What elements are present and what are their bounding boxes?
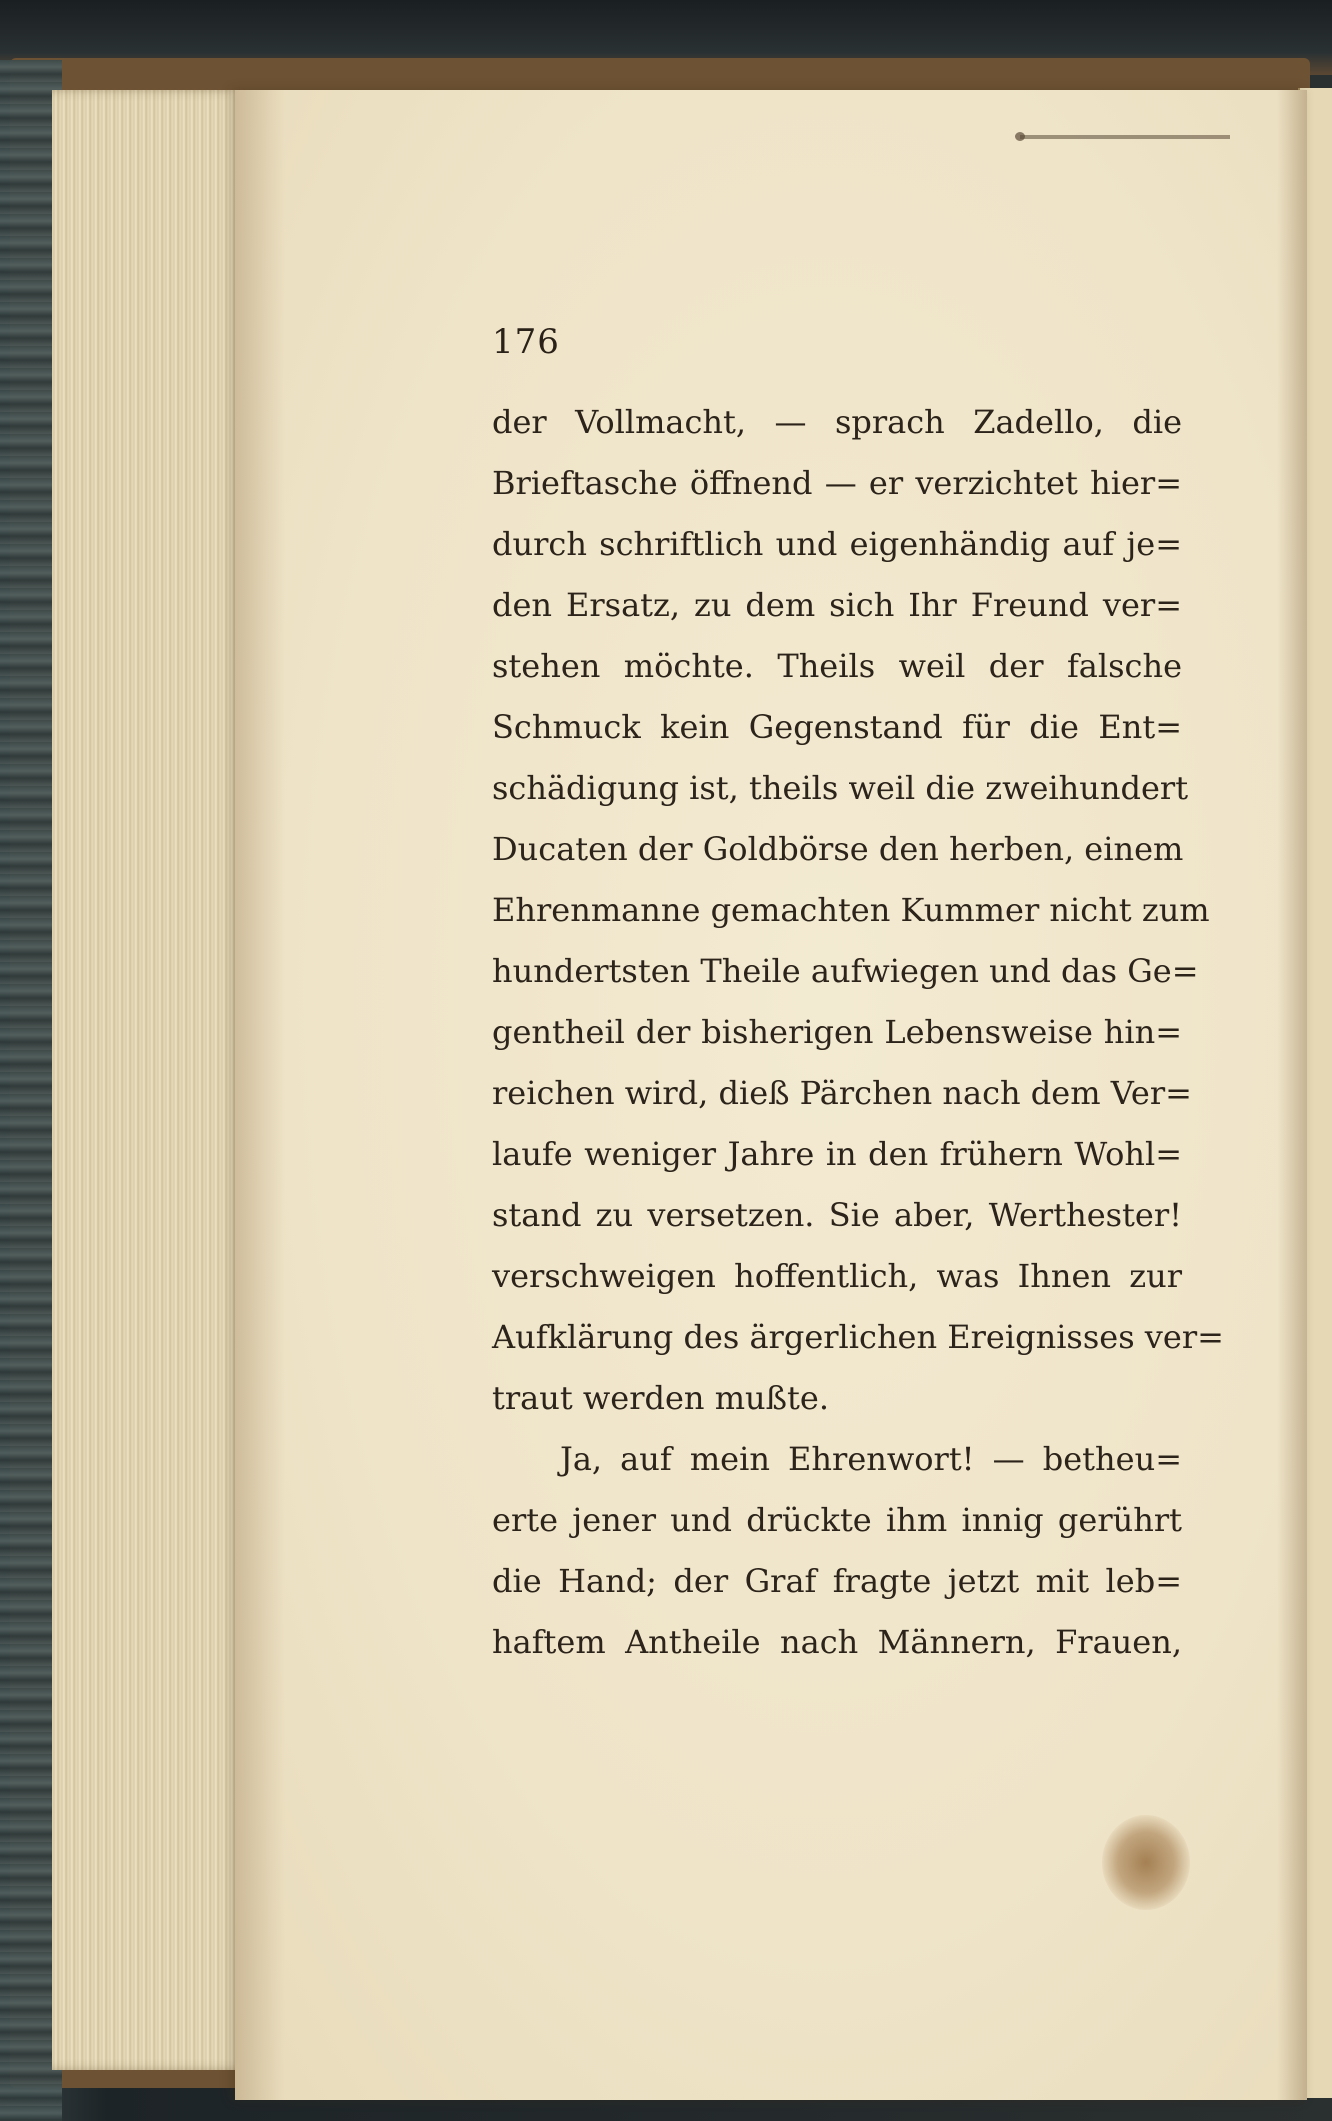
text-line: traut werden mußte. bbox=[492, 1379, 829, 1417]
text-line: durch schriftlich und eigenhändig auf je= bbox=[492, 525, 1182, 563]
text-line: schädigung ist, theils weil die zweihundert bbox=[492, 769, 1189, 807]
text-line: laufe weniger Jahre in den frühern Wohl= bbox=[492, 1135, 1182, 1173]
text-line: stand zu versetzen. Sie aber, Werthester! bbox=[492, 1196, 1182, 1234]
text-line: reichen wird, dieß Pärchen nach dem Ver= bbox=[492, 1074, 1192, 1112]
header-dot bbox=[1015, 132, 1025, 141]
text-line: verschweigen hoffentlich, was Ihnen zur bbox=[492, 1257, 1182, 1295]
text-line: hundertsten Theile aufwiegen und das Ge= bbox=[492, 952, 1199, 990]
page-stack-edges bbox=[52, 90, 252, 2070]
text-line: Ehrenmanne gemachten Kummer nicht zum bbox=[492, 891, 1210, 929]
text-line: Ducaten der Goldbörse den herben, einem bbox=[492, 830, 1184, 868]
page-body-text bbox=[492, 392, 1224, 1673]
text-line: Ja, auf mein Ehrenwort! — betheu= bbox=[560, 1440, 1182, 1478]
text-line: Schmuck kein Gegenstand für die Ent= bbox=[492, 708, 1182, 746]
foxing-stain bbox=[1102, 1815, 1190, 1910]
text-line: der Vollmacht, — sprach Zadello, die bbox=[492, 403, 1182, 441]
text-line: erte jener und drückte ihm innig gerührt bbox=[492, 1501, 1182, 1539]
text-line: die Hand; der Graf fragte jetzt mit leb= bbox=[492, 1562, 1182, 1600]
text-line: haftem Antheile nach Männern, Frauen, bbox=[492, 1623, 1182, 1661]
gutter-shadow bbox=[235, 90, 285, 2100]
page-edge-shadow bbox=[1277, 90, 1307, 2100]
header-rule bbox=[1020, 135, 1230, 139]
text-line: stehen möchte. Theils weil der falsche bbox=[492, 647, 1182, 685]
text-line: den Ersatz, zu dem sich Ihr Freund ver= bbox=[492, 586, 1182, 624]
text-line: gentheil der bisherigen Lebensweise hin= bbox=[492, 1013, 1182, 1051]
page-number: 176 bbox=[492, 322, 560, 362]
text-line: Brieftasche öffnend — er verzichtet hier= bbox=[492, 464, 1182, 502]
text-line: Aufklärung des ärgerlichen Ereignisses ver= bbox=[492, 1318, 1224, 1356]
